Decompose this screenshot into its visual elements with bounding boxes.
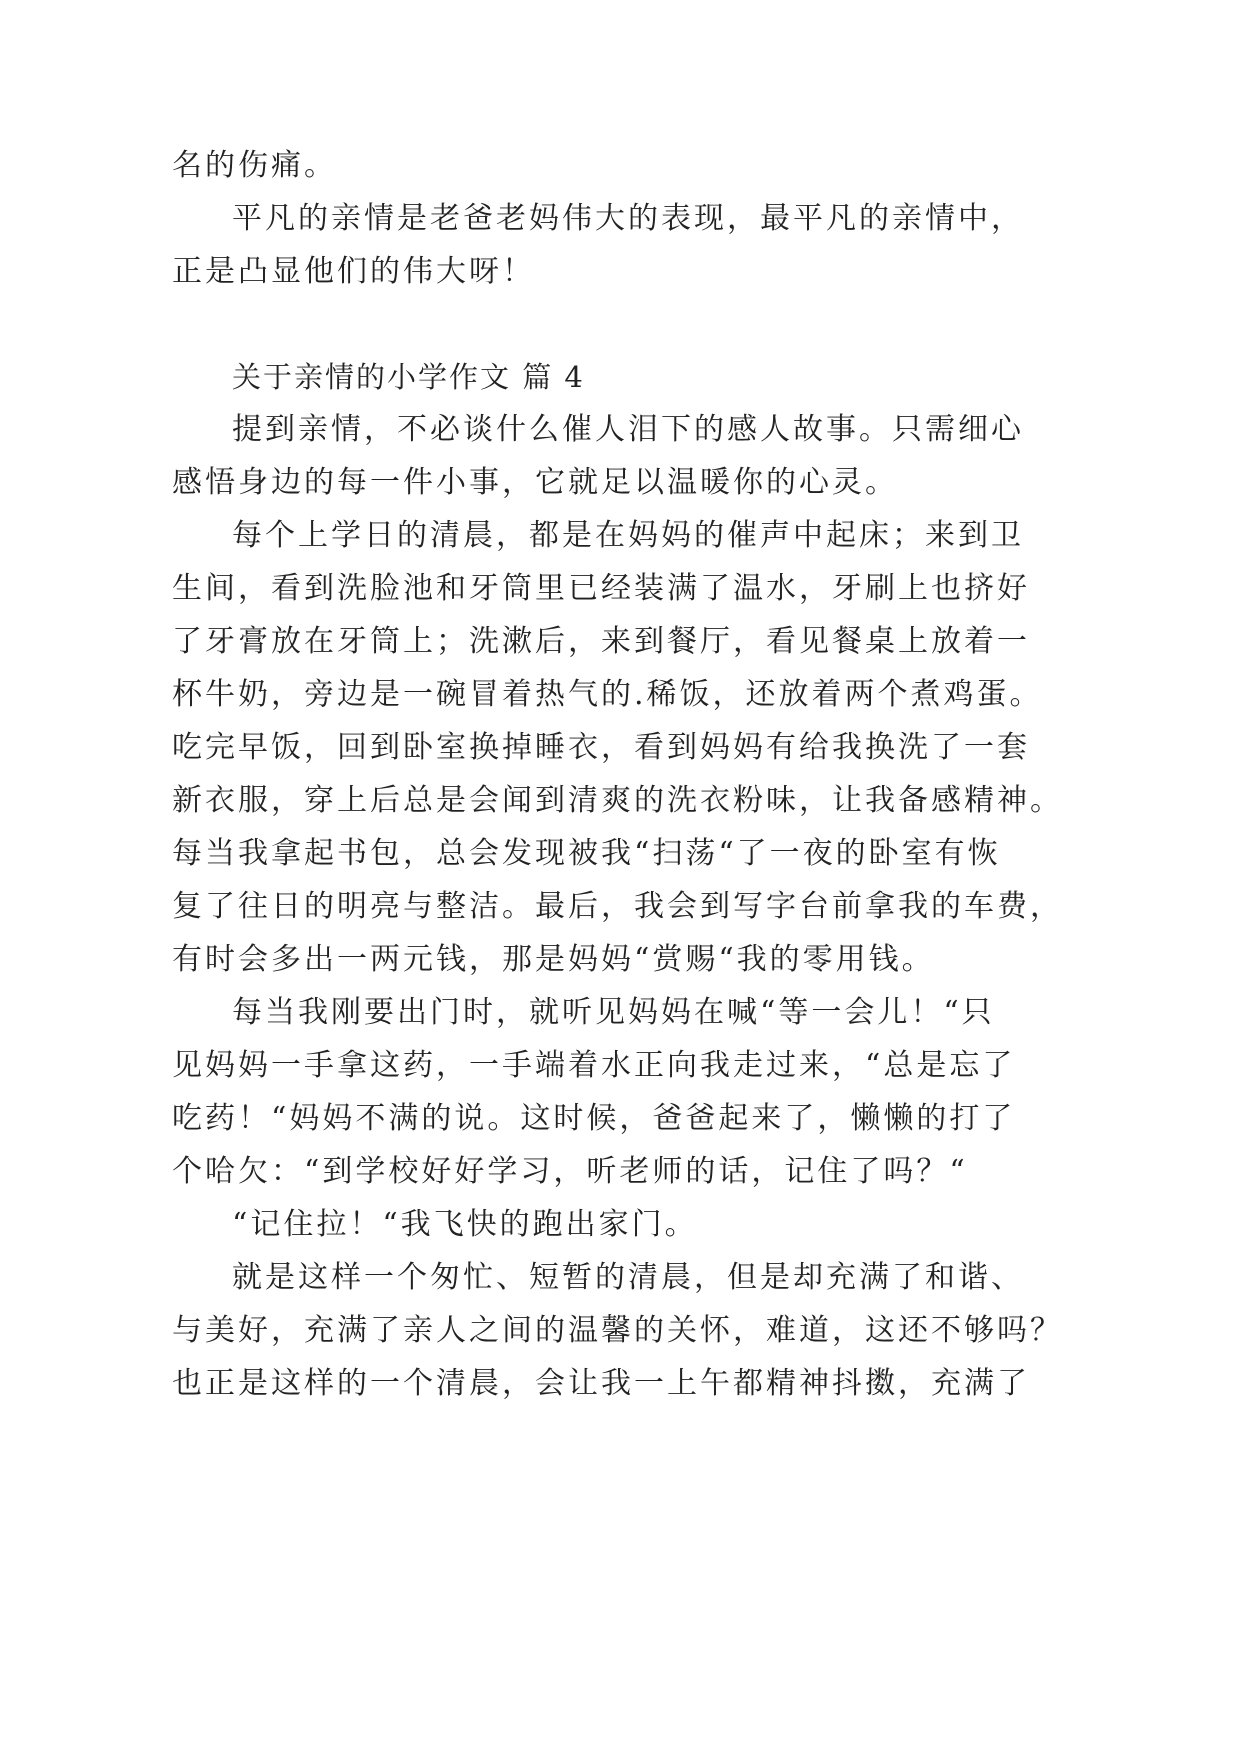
text-line-2: 平凡的亲情是老爸老妈伟大的表现，最平凡的亲情中， xyxy=(232,201,1024,236)
text-line-18: 吃药！“妈妈不满的说。这时候，爸爸起来了，懒懒的打了 xyxy=(172,1101,1016,1136)
text-line-23: 也正是这样的一个清晨，会让我一上午都精神抖擞，充满了 xyxy=(172,1366,1030,1401)
text-line-17: 见妈妈一手拿这药，一手端着水正向我走过来，“总是忘了 xyxy=(172,1048,1016,1083)
text-line-5: 提到亲情，不必谈什么催人泪下的感人故事。只需细心 xyxy=(232,412,1024,447)
text-line-16: 每当我刚要出门时，就听见妈妈在喊“等一会儿！“只 xyxy=(232,995,995,1030)
text-line-22: 与美好，充满了亲人之间的温馨的关怀，难道，这还不够吗？ xyxy=(172,1313,1063,1348)
text-line-21: 就是这样一个匆忙、短暂的清晨，但是却充满了和谐、 xyxy=(232,1260,1024,1295)
section-title: 关于亲情的小学作文 篇 4 xyxy=(232,360,585,394)
text-line-7: 每个上学日的清晨，都是在妈妈的催声中起床；来到卫 xyxy=(232,518,1024,553)
text-line-6: 感悟身边的每一件小事，它就足以温暖你的心灵。 xyxy=(172,465,898,500)
text-line-19: 个哈欠：“到学校好好学习，听老师的话，记住了吗？“ xyxy=(172,1154,968,1189)
text-line-3: 正是凸显他们的伟大呀！ xyxy=(172,254,535,289)
text-line-12: 新衣服，穿上后总是会闻到清爽的洗衣粉味，让我备感精神。 xyxy=(172,783,1063,818)
text-line-15: 有时会多出一两元钱，那是妈妈“赏赐“我的零用钱。 xyxy=(172,942,935,977)
text-line-11: 吃完早饭，回到卧室换掉睡衣，看到妈妈有给我换洗了一套 xyxy=(172,730,1030,765)
text-line-9: 了牙膏放在牙筒上；洗漱后，来到餐厅，看见餐桌上放着一 xyxy=(172,624,1030,659)
text-line-20: “记住拉！“我飞快的跑出家门。 xyxy=(232,1207,698,1242)
text-line-1: 名的伤痛。 xyxy=(172,148,337,183)
text-line-14: 复了往日的明亮与整洁。最后，我会到写字台前拿我的车费， xyxy=(172,889,1063,924)
text-line-8: 生间，看到洗脸池和牙筒里已经装满了温水，牙刷上也挤好 xyxy=(172,571,1030,606)
text-line-10: 杯牛奶，旁边是一碗冒着热气的.稀饭，还放着两个煮鸡蛋。 xyxy=(172,677,1043,712)
text-line-13: 每当我拿起书包，总会发现被我“扫荡“了一夜的卧室有恢 xyxy=(172,836,1001,871)
